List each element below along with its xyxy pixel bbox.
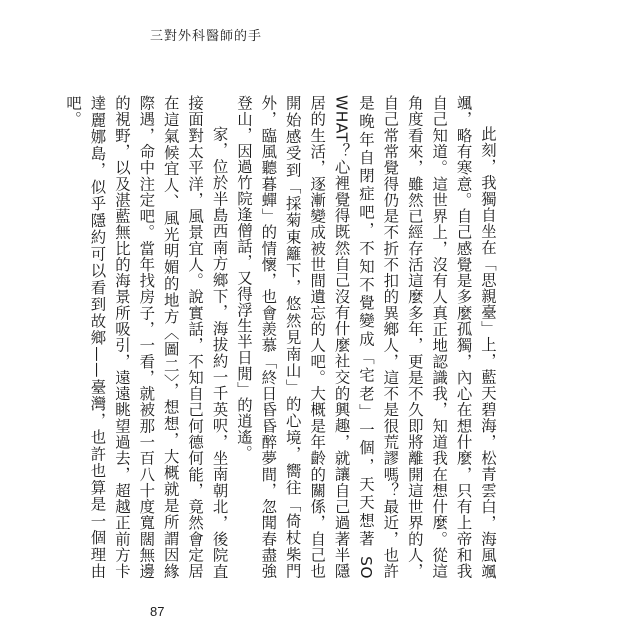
paragraph: 此刻，我獨自坐在「思親臺」上，藍天碧海，松青雲白，海風颯颯，略有寒意。自己感覺是多麼孤獨，內心在想什麼，只有上帝和我自己知道。這世界上，沒有人真正地認識我，知道我在想什麼。從這角度看來，雖然已經存活這麼多年，更是不久即將離開這世界的人，自己常常覺得仍是不折不扣的異鄉人，這不是很荒謬嗎？最近，也許是晚年自閉症吧，不知不覺變成「宅老」一個，天天想著 SO WHAT？心裡覺得既然自己沒有什麼社交的興趣，就讓自己過著半隱居的生活，逐漸變成被世間遺忘的人吧。大概是年齡的關係，自己也開始感受到「採菊東籬下，悠然見南山」的心境，嚮往「倚杖柴門外，臨風聽暮蟬」的情懷，也會羨慕「終日昏昏醉夢間，忽聞春盡強登山，因過竹院逢僧話，又得浮生半日閒」的逍遙。 <box>234 95 497 579</box>
paragraph: 家，位於半島西南方鄉下，海拔約一千英呎，坐南朝北，後院直接面對太平洋，風景宜人。說實話，不知自己何德何能，竟然會定居在這氣候宜人、風光明媚的地方〈圖二〉，想想，大概就是所謂因緣際遇，命中注定吧。當年找房子，一看，就被那一百八十度寬闊無邊的視野，以及湛藍無比的海景所吸引，遠遠眺望過去，超越正前方卡達麗娜島，似乎隱約可以看到故鄉——臺灣，也許也算是一個理由吧。 <box>64 95 229 579</box>
running-header: 三對外科醫師的手 <box>150 29 263 44</box>
body-text <box>64 95 500 579</box>
page-number: 87 <box>150 604 165 619</box>
